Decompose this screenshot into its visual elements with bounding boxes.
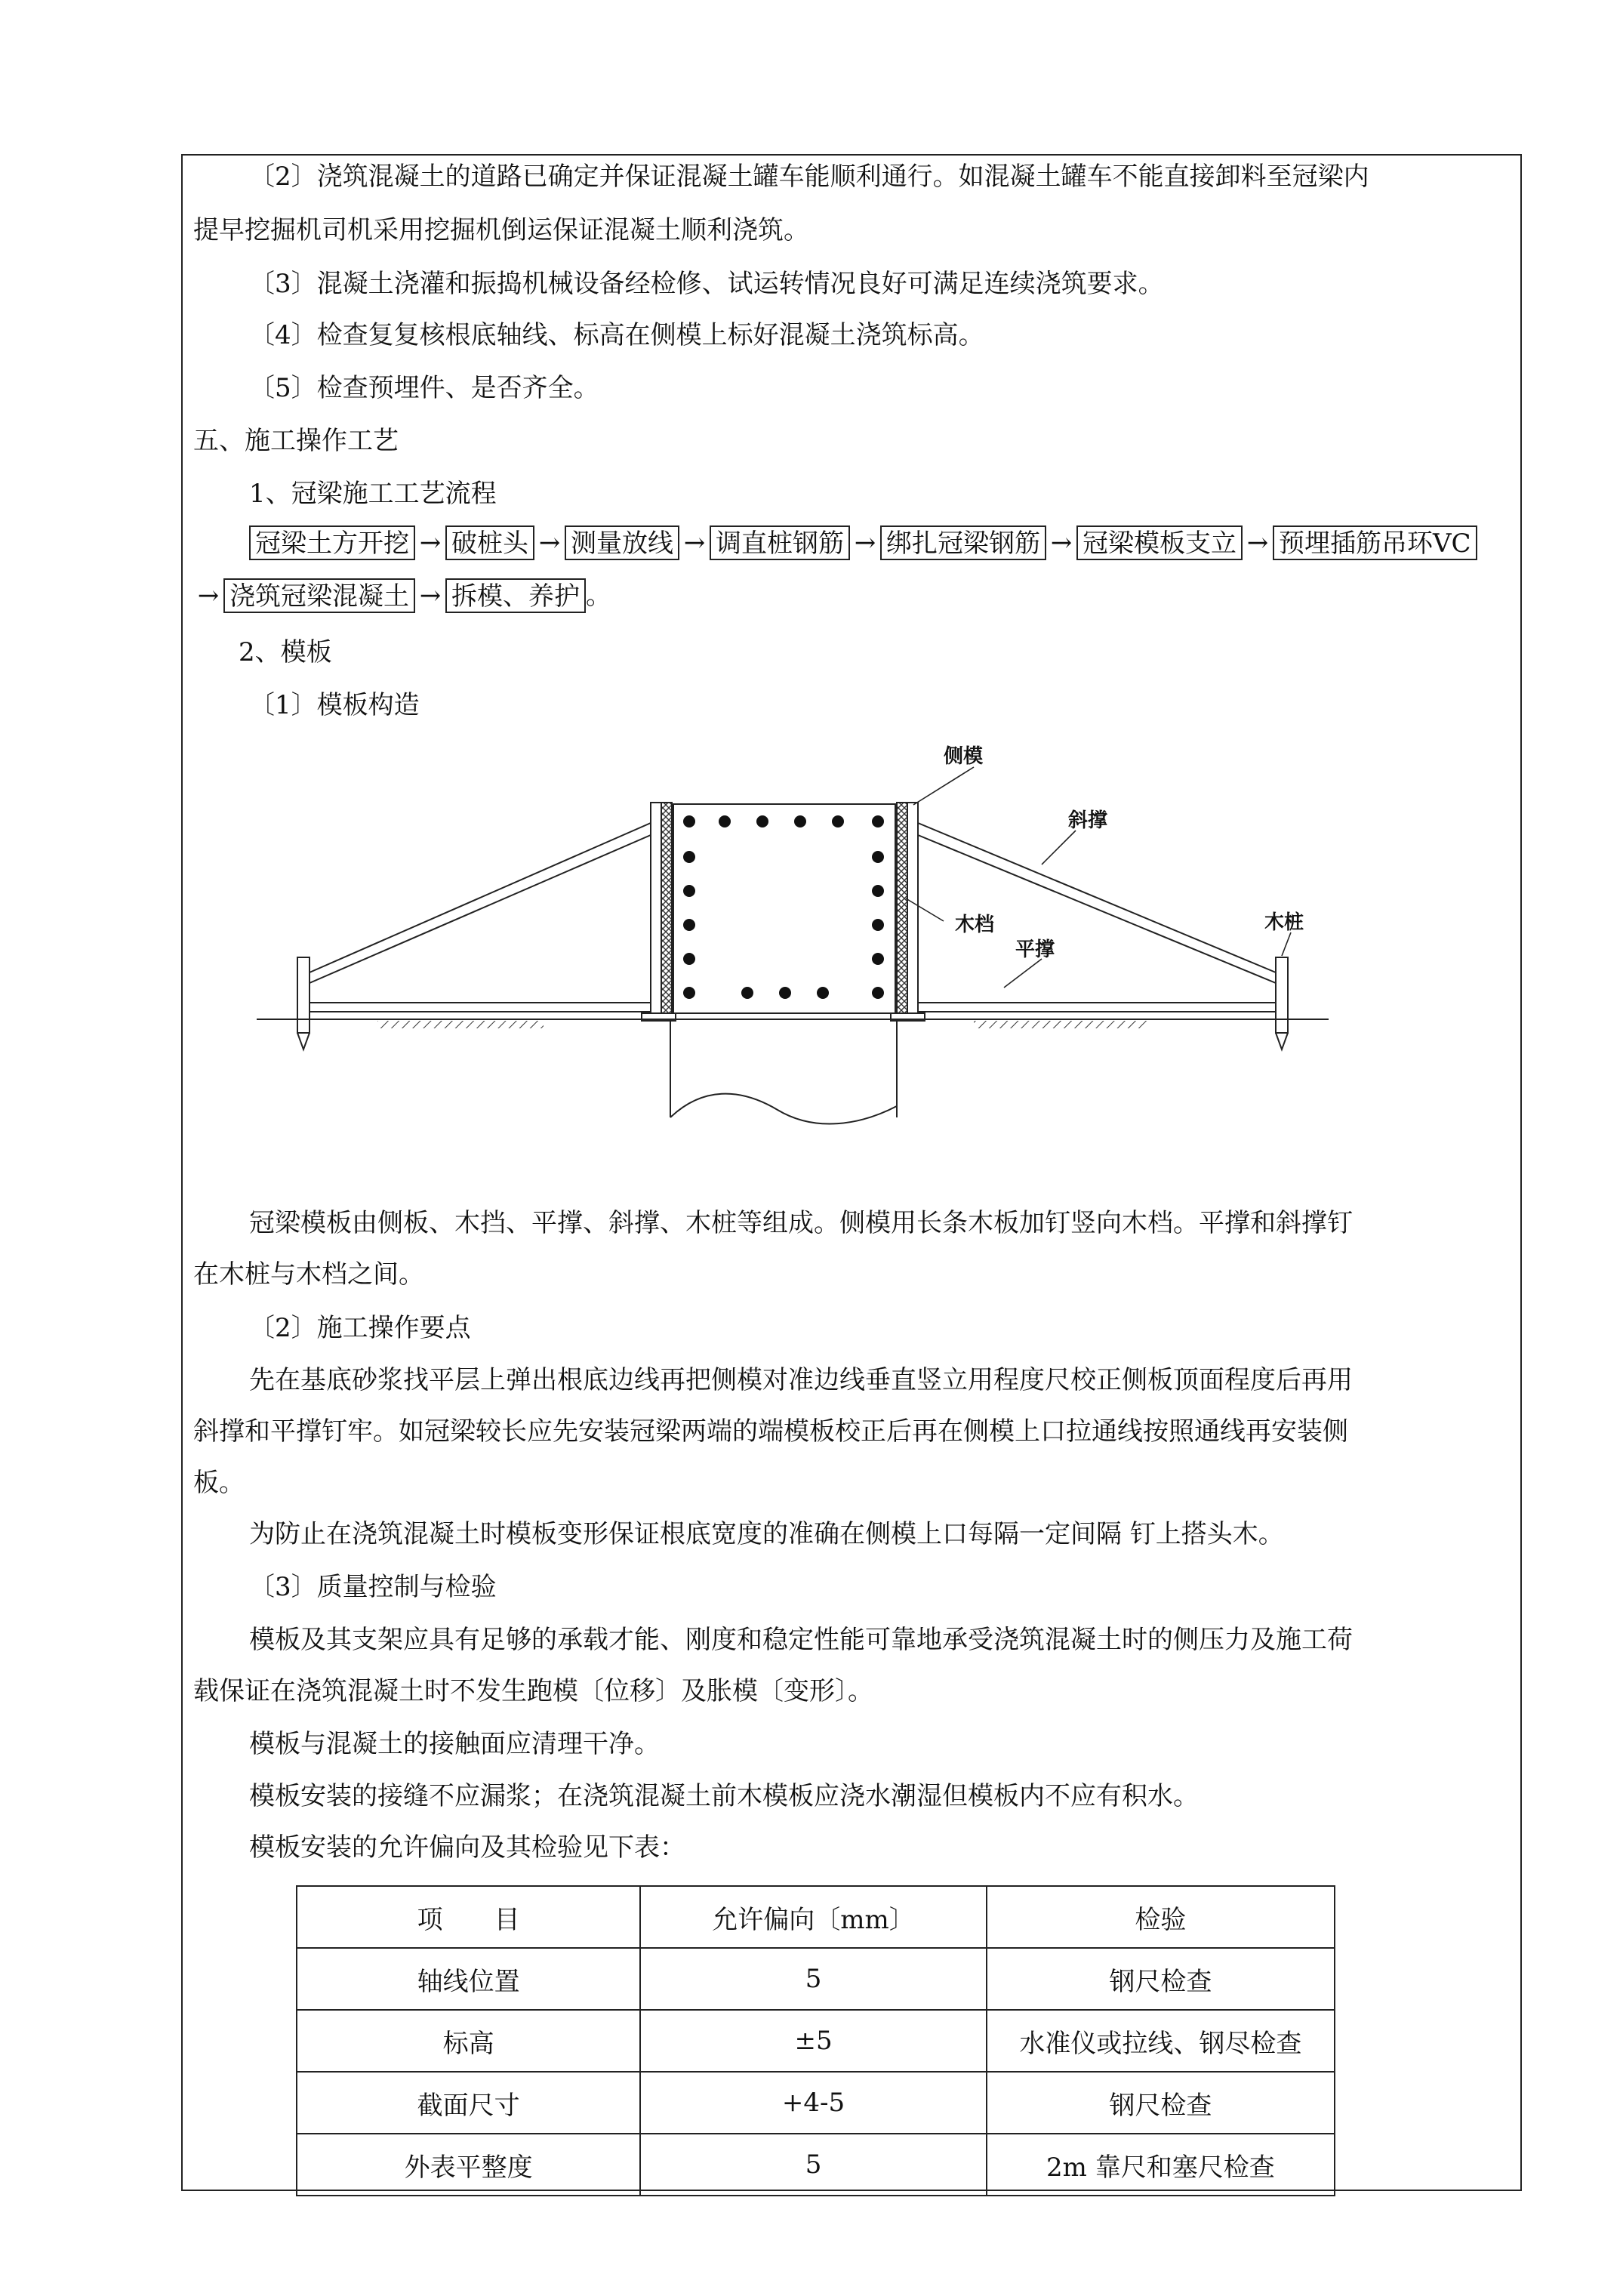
table-cell: 钢尺检查 bbox=[987, 1948, 1335, 2010]
ground-hatch bbox=[377, 1021, 544, 1028]
arrow-icon: → bbox=[683, 528, 706, 558]
label-diagonal-brace: 斜撑 bbox=[1068, 809, 1108, 832]
cap-beam bbox=[673, 804, 895, 1013]
flow-step: 测量放线 bbox=[565, 525, 679, 560]
table-cell: 截面尺寸 bbox=[297, 2072, 640, 2134]
table-cell: 5 bbox=[640, 2134, 986, 2196]
table-cell: +4-5 bbox=[640, 2072, 986, 2134]
subheading-flow: 1、冠梁施工工艺流程 bbox=[249, 479, 497, 509]
process-flow-row-2 bbox=[193, 578, 611, 613]
flow-step: 破桩头 bbox=[445, 525, 534, 560]
arrow-icon: → bbox=[1246, 528, 1269, 558]
arrow-icon: → bbox=[538, 528, 561, 558]
arrow-icon: → bbox=[419, 528, 442, 558]
flat-braces bbox=[310, 1003, 1276, 1012]
para-embedded-check: 〔5〕检查预埋件、是否齐全。 bbox=[249, 373, 599, 403]
arrow-icon: → bbox=[1050, 528, 1073, 558]
table-cell: 标高 bbox=[297, 2010, 640, 2072]
side-form-left bbox=[651, 803, 672, 1013]
subheading-quality: 〔3〕质量控制与检验 bbox=[249, 1572, 497, 1602]
subheading-operation: 〔2〕施工操作要点 bbox=[249, 1313, 471, 1343]
subheading-formwork: 2、模板 bbox=[239, 637, 332, 667]
table-cell: 5 bbox=[640, 1948, 986, 2010]
flow-step: 调直桩钢筋 bbox=[710, 525, 850, 560]
para-operation-2: 斜撑和平撑钉牢。如冠梁较长应先安装冠梁两端的端模板校正后再在侧模上口拉通线按照通线再安装侧 bbox=[193, 1416, 1348, 1447]
table-header-cell: 检验 bbox=[987, 1886, 1335, 1948]
label-flat-brace: 平撑 bbox=[1015, 938, 1055, 961]
table-row bbox=[297, 2134, 1335, 2196]
table-cell: 轴线位置 bbox=[297, 1948, 640, 2010]
para-axis-check: 〔4〕检查复复核根底轴线、标高在侧模上标好混凝土浇筑标高。 bbox=[249, 320, 984, 350]
table-header-cell: 项 目 bbox=[297, 1886, 640, 1948]
arrow-icon: → bbox=[419, 581, 442, 611]
para-operation-1: 先在基底砂浆找平层上弹出根底边线再把侧模对准边线垂直竖立用程度尺校正侧板顶面程度后再用 bbox=[249, 1365, 1353, 1395]
flow-step: 冠梁土方开挖 bbox=[249, 525, 415, 560]
table-header-cell: 允许偏向〔mm〕 bbox=[640, 1886, 986, 1948]
para-quality-4: 模板安装的接缝不应漏浆；在浇筑混凝土前木模板应浇水潮湿但模板内不应有积水。 bbox=[249, 1781, 1199, 1811]
table-cell: 钢尺检查 bbox=[987, 2072, 1335, 2134]
flow-step: 冠梁模板支立 bbox=[1076, 525, 1243, 560]
side-form-right bbox=[897, 803, 918, 1013]
table-cell: 外表平整度 bbox=[297, 2134, 640, 2196]
diagonal-braces bbox=[310, 823, 1276, 983]
rebars bbox=[683, 815, 884, 999]
flow-step: 拆模、养护 bbox=[445, 578, 586, 613]
para-quality-1: 模板及其支架应具有足够的承载才能、刚度和稳定性能可靠地承受浇筑混凝土时的侧压力及施工荷 bbox=[249, 1625, 1353, 1655]
pile bbox=[670, 1021, 897, 1124]
table-row bbox=[297, 2072, 1335, 2134]
tolerance-table bbox=[296, 1885, 1335, 2196]
flow-step: 绑扎冠梁钢筋 bbox=[880, 525, 1046, 560]
table-cell: 2m 靠尺和塞尺检查 bbox=[987, 2134, 1335, 2196]
para-quality-2: 载保证在浇筑混凝土时不发生跑模〔位移〕及胀模〔变形〕。 bbox=[193, 1676, 873, 1706]
para-road-cont: 提早挖掘机司机采用挖掘机倒运保证混凝土顺利浇筑。 bbox=[193, 215, 809, 245]
wood-pile-right bbox=[1276, 957, 1288, 1049]
table-cell: 水准仪或拉线、钢尽检查 bbox=[987, 2010, 1335, 2072]
ground-hatch bbox=[974, 1021, 1147, 1028]
table-cell: ±5 bbox=[640, 2010, 986, 2072]
para-operation-4: 为防止在浇筑混凝土时模板变形保证根底宽度的准确在侧模上口每隔一定间隔 钉上搭头木。 bbox=[249, 1519, 1284, 1549]
table-row bbox=[297, 1948, 1335, 2010]
para-operation-3: 板。 bbox=[193, 1468, 245, 1498]
formwork-diagram bbox=[249, 732, 1344, 1155]
flow-end-mark: 。 bbox=[586, 581, 611, 611]
flow-step: 浇筑冠梁混凝土 bbox=[223, 578, 415, 613]
arrow-icon: → bbox=[854, 528, 876, 558]
wood-pile-left bbox=[297, 957, 310, 1049]
para-quality-5: 模板安装的允许偏向及其检验见下表： bbox=[249, 1832, 685, 1863]
section-heading: 五、施工操作工艺 bbox=[193, 426, 399, 456]
subheading-formwork-structure: 〔1〕模板构造 bbox=[249, 690, 420, 720]
para-formwork-desc: 冠梁模板由侧板、木挡、平撑、斜撑、木桩等组成。侧模用长条木板加钉竖向木档。平撑和斜撑钉 bbox=[249, 1208, 1353, 1238]
table-row bbox=[297, 2010, 1335, 2072]
para-road: 〔2〕浇筑混凝土的道路已确定并保证混凝土罐车能顺利通行。如混凝土罐车不能直接卸料至冠梁内 bbox=[249, 162, 1369, 192]
para-quality-3: 模板与混凝土的接触面应清理干净。 bbox=[249, 1729, 660, 1759]
arrow-icon: → bbox=[197, 581, 220, 611]
process-flow-row-1 bbox=[249, 525, 1477, 560]
para-equipment: 〔3〕混凝土浇灌和振捣机械设备经检修、试运转情况良好可满足连续浇筑要求。 bbox=[249, 269, 1164, 299]
label-wood-pile: 木桩 bbox=[1264, 911, 1304, 934]
flow-step: 预埋插筋吊环VC bbox=[1273, 525, 1477, 560]
table-header-row bbox=[297, 1886, 1335, 1948]
para-formwork-desc-cont: 在木桩与木档之间。 bbox=[193, 1259, 424, 1290]
label-side-form: 侧模 bbox=[944, 745, 984, 768]
label-wood-block: 木档 bbox=[955, 914, 995, 936]
